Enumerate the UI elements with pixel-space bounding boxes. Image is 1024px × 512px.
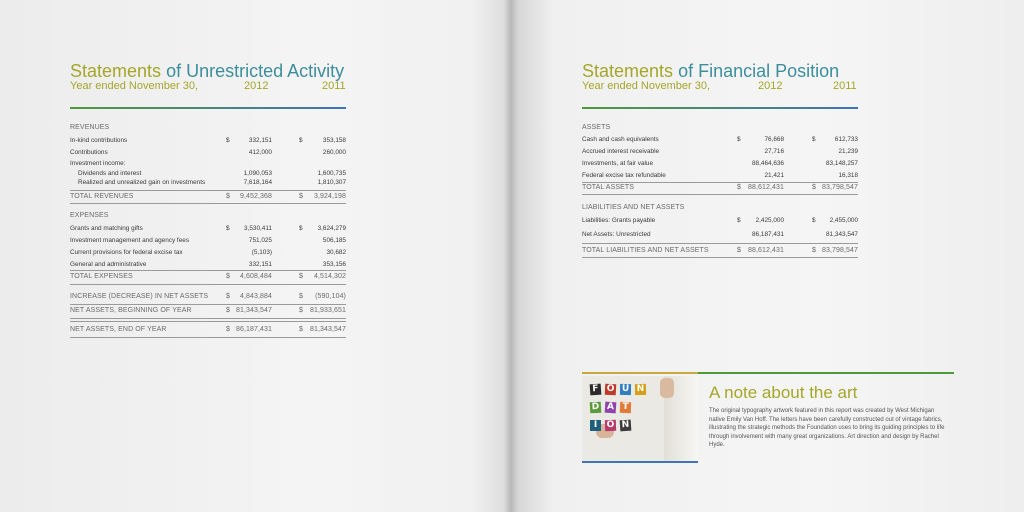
typography-artwork-image	[582, 376, 698, 461]
value-2012: 9,452,368	[239, 193, 272, 200]
value-2012: 86,187,431	[752, 231, 784, 238]
currency-2012: $	[737, 136, 741, 143]
currency-2012: $	[226, 273, 230, 280]
divider	[582, 257, 858, 258]
art-bottom-rule	[582, 461, 698, 463]
fabric-letter-tile: F	[590, 384, 602, 396]
divider	[70, 337, 346, 338]
value-2012: 86,187,431	[235, 326, 272, 333]
fabric-letter-tile: N	[636, 383, 645, 395]
currency-2012: $	[737, 247, 741, 254]
currency-2011: $	[299, 225, 303, 232]
value-2011: 2,455,000	[829, 217, 858, 224]
value-2012: 27,716	[764, 148, 784, 155]
value-2012: 412,000	[248, 149, 272, 156]
value-2012: 7,618,164	[243, 179, 272, 186]
value-2011: 83,148,257	[826, 160, 858, 167]
section-header-expenses: EXPENSES	[70, 212, 109, 219]
row-label: Cash and cash equivalents	[582, 136, 659, 143]
divider	[582, 194, 858, 195]
row-label: TOTAL LIABILITIES AND NET ASSETS	[582, 247, 709, 254]
currency-2011: $	[299, 273, 303, 280]
value-2012: 88,612,431	[747, 184, 784, 191]
title-rule	[70, 107, 346, 109]
title-part-2: of Financial Position	[678, 61, 840, 81]
currency-2011: $	[812, 217, 816, 224]
year-2012: 2012	[758, 80, 783, 92]
year-label: Year ended November 30,	[70, 80, 199, 92]
section-header-liabilities: LIABILITIES AND NET ASSETS	[582, 204, 685, 211]
row-label: Dividends and interest	[78, 170, 142, 177]
value-2011: 21,239	[838, 148, 858, 155]
value-2011: (590,104)	[315, 293, 346, 300]
value-2011: 83,798,547	[821, 247, 858, 254]
row-label: TOTAL REVENUES	[70, 193, 134, 200]
divider	[70, 190, 346, 191]
divider	[70, 321, 346, 322]
fabric-letter-tile: O	[606, 383, 615, 395]
divider	[70, 304, 346, 305]
value-2012: 3,530,411	[244, 225, 272, 232]
year-2012: 2012	[244, 80, 269, 92]
currency-2012: $	[226, 326, 230, 333]
divider	[582, 243, 858, 244]
value-2011: 3,924,198	[313, 193, 346, 200]
page-title-financial-position	[582, 61, 839, 81]
currency-2011: $	[299, 326, 303, 333]
row-label: Investments, at fair value	[582, 160, 654, 167]
currency-2011: $	[299, 307, 303, 314]
title-part-1: Statements	[70, 61, 162, 81]
year-header	[70, 80, 350, 93]
fabric-letter-tile: A	[605, 402, 617, 414]
divider	[70, 203, 346, 204]
value-2012: (5,103)	[251, 249, 272, 256]
currency-2012: $	[226, 307, 230, 314]
value-2011: 353,156	[322, 261, 346, 268]
row-label: TOTAL EXPENSES	[70, 273, 133, 280]
value-2012: 1,090,053	[243, 170, 272, 177]
currency-2011: $	[812, 184, 816, 191]
title-rule	[582, 107, 858, 109]
year-label: Year ended November 30,	[582, 80, 711, 92]
currency-2011: $	[299, 193, 303, 200]
value-2012: 81,343,547	[235, 307, 272, 314]
value-2012: 2,425,000	[755, 217, 784, 224]
fabric-letter-tile: T	[620, 402, 631, 413]
value-2011: 83,798,547	[821, 184, 858, 191]
row-label: NET ASSETS, BEGINNING OF YEAR	[70, 307, 192, 314]
row-label: Liabilities: Grants payable	[582, 217, 656, 224]
divider	[582, 182, 858, 183]
currency-2012: $	[737, 184, 741, 191]
row-label: In-kind contributions	[70, 137, 128, 144]
title-part-2: of Unrestricted Activity	[166, 61, 345, 81]
currency-2012: $	[226, 293, 230, 300]
row-label: Net Assets: Unrestricted	[582, 231, 651, 238]
value-2011: 3,624,279	[317, 225, 346, 232]
year-header	[582, 80, 862, 93]
value-2012: 332,151	[248, 261, 272, 268]
value-2012: 4,843,884	[239, 293, 272, 300]
art-top-rule	[582, 372, 698, 374]
value-2011: 1,810,307	[317, 179, 346, 186]
fabric-letter-tile: O	[606, 419, 615, 431]
currency-2012: $	[226, 193, 230, 200]
value-2012: 21,421	[764, 172, 784, 179]
row-label: Contributions	[70, 149, 108, 156]
value-2012: 751,025	[248, 237, 272, 244]
row-label: Accrued interest receivable	[582, 148, 660, 155]
currency-2012: $	[226, 225, 230, 232]
currency-2012: $	[737, 217, 741, 224]
value-2011: 353,158	[322, 137, 346, 144]
value-2011: 506,185	[322, 237, 346, 244]
hand-top	[660, 378, 674, 398]
value-2012: 76,668	[764, 136, 784, 143]
divider	[70, 318, 346, 319]
note-title: A note about the art	[709, 383, 858, 402]
currency-2011: $	[299, 137, 303, 144]
value-2012: 4,608,484	[239, 273, 272, 280]
page-title-unrestricted-activity	[70, 61, 344, 81]
divider	[70, 270, 346, 271]
value-2011: 4,514,302	[313, 273, 346, 280]
value-2012: 88,612,431	[747, 247, 784, 254]
fabric-letter-tile: N	[621, 419, 630, 431]
value-2012: 88,464,636	[752, 160, 784, 167]
row-label: Investment management and agency fees	[70, 237, 190, 244]
value-2011: 612,733	[834, 136, 858, 143]
value-2011: 1,600,735	[317, 170, 346, 177]
year-2011: 2011	[833, 80, 857, 92]
note-body: The original typography artwork featured in this report was created by West Michigan native Emily Van Hoff. The letters have been carefully constructed out of vintage fabrics, illustrating the strategic methods the Foundation uses to bring its guiding principles to life through involvement with many great organizations. Art direction and design by Rachel Hyde.	[709, 408, 945, 449]
row-label: Federal excise tax refundable	[582, 172, 666, 179]
divider	[70, 284, 346, 285]
fabric-letter-tile: U	[621, 383, 630, 395]
section-header-assets: ASSETS	[582, 124, 611, 131]
row-label: TOTAL ASSETS	[582, 184, 635, 191]
fabric-letter-tile: D	[591, 401, 600, 413]
note-top-rule	[698, 372, 954, 374]
row-label: Investment income:	[70, 160, 126, 167]
currency-2012: $	[226, 137, 230, 144]
row-label: Grants and matching gifts	[70, 225, 143, 232]
row-label: Realized and unrealized gain on investments	[78, 179, 206, 186]
title-part-1: Statements	[582, 61, 674, 81]
value-2012: 332,151	[248, 137, 272, 144]
value-2011: 81,933,651	[309, 307, 346, 314]
row-label: NET ASSETS, END OF YEAR	[70, 326, 167, 333]
row-label: INCREASE (DECREASE) IN NET ASSETS	[70, 293, 209, 300]
year-2011: 2011	[322, 80, 346, 92]
row-label: Current provisions for federal excise tax	[70, 249, 183, 256]
value-2011: 260,000	[322, 149, 346, 156]
section-header-revenues: REVENUES	[70, 124, 110, 131]
fabric-letter-tile: I	[590, 420, 601, 431]
value-2011: 81,343,547	[309, 326, 346, 333]
value-2011: 16,318	[838, 172, 858, 179]
currency-2011: $	[812, 247, 816, 254]
currency-2011: $	[812, 136, 816, 143]
value-2011: 30,682	[326, 249, 346, 256]
value-2011: 81,343,547	[826, 231, 858, 238]
row-label: General and administrative	[70, 261, 147, 268]
currency-2011: $	[299, 293, 303, 300]
